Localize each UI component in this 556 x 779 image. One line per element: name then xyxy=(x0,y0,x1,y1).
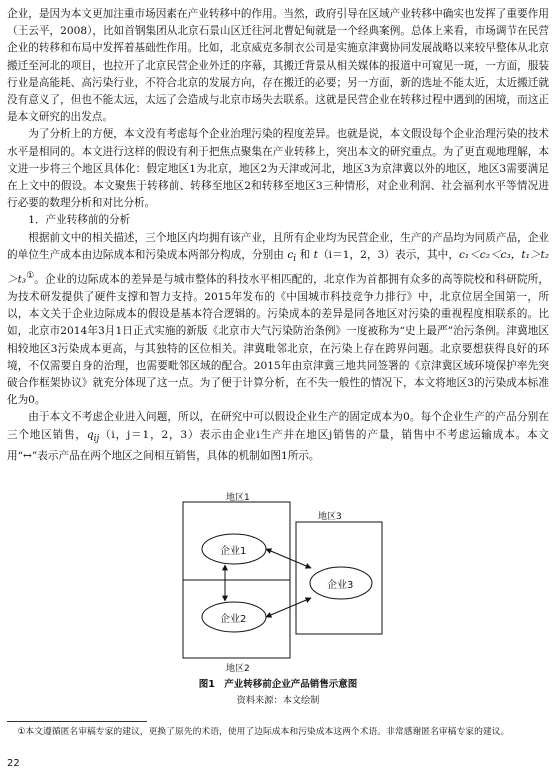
paragraph-3 xyxy=(7,230,549,410)
p4-text-b: （i，j＝1，2，3）表示由企业i生产并在地区j销售的产量，销售中不考虑运输成本。本文用“↔”表示产品在两个地区之间相互销售，具体的机制如图1所示。 xyxy=(7,428,549,462)
sales-diagram xyxy=(0,488,556,676)
p3-text-b: 和 xyxy=(299,248,311,261)
p3-text-c: （i＝1，2，3）表示，其中， xyxy=(317,248,459,261)
p3-text-a: 根据前文中的相关描述，三个地区内均拥有该产业，且所有企业均为民营企业，生产的产品均为同质产品，企业的单位生产成本由边际成本和污染成本两部分构成，分别由 xyxy=(7,231,549,261)
arrow-2-3 xyxy=(266,598,311,617)
figure-source: 资料来源：本文绘制 xyxy=(236,695,320,706)
page-number: 22 xyxy=(7,758,20,769)
region-2-label: 地区2 xyxy=(226,664,250,674)
paragraph-1: 企业，是因为本文更加注重市场因素在产业转移中的作用。当然，政府引导在区域产业转移中确实也发挥了重要作用（王云平，2008），比如首钢集团从北京石景山区迁往河北曹妃甸就是一个经典案例。总体上来看，市场调节在民营企业的转移和布局中发挥着基础性作用。比如，北京威克多制衣公司是实施京津冀协同发展战略以来较早整体从北京搬迁至河北的项目，也拉开了北京民营企业外迁的序幕，其搬迁背景从相关媒体的报道中可窥见一斑，一方面，服装行业是高能耗、高污染行业，不符合北京的发展方向，存在搬迁的必要；另一方面，新的选址不能太近，太近搬迁就没有意义了，但也不能太远，太远了会造成与北京市场失去联系。这就是民营企业在转移过程中遇到的困境，而这正是本文研究的出发点。 xyxy=(7,8,549,124)
paragraph-4 xyxy=(7,409,549,465)
cost-inequality: c₁＜c₂＜c₃，t₁＞t₂＞t₃ xyxy=(7,248,550,286)
p4-text-a: 由于本文不考虑企业进入问题，所以，在研究中可以假设企业生产的固定成本为0。每个企业生产的产品分别在三个地区销售， xyxy=(7,411,549,441)
firm-2-label: 企业2 xyxy=(220,614,247,625)
symbol-q-sub: ij xyxy=(93,433,100,444)
paragraph-2: 为了分析上的方便，本文没有考虑每个企业治理污染的程度差异。也就是说，本文假设每个企业治理污染的技术水平是相同的。本文进行这样的假设有利于把焦点聚集在产业转移上，突出本文的研究重点。为了更直观地理解，本文进一步将三个地区具体化：假定地区1为北京，地区2为天津或河北，地区3为京津冀以外的地区，地区3需要满足在上文中的假设。本文聚焦于转移前、转移至地区2和转移至地区3三种情形，对企业利润、社会福利水平等情况进行必要的数理分析和对比分析。 xyxy=(7,128,549,210)
footnote-marker[interactable]: ① xyxy=(26,271,35,282)
footnote: ①本文遵循匿名审稿专家的建议，更换了原先的术语，使用了边际成本和污染成本这两个术语。非常感谢匿名审稿专家的建议。 xyxy=(17,727,510,737)
symbol-t: t xyxy=(313,248,318,261)
arrow-1-3 xyxy=(266,549,311,568)
symbol-c: c xyxy=(287,248,294,261)
symbol-c-sub: i xyxy=(293,253,297,264)
footnote-divider xyxy=(7,721,147,722)
symbol-q: q xyxy=(86,428,94,441)
region-1-label: 地区1 xyxy=(226,493,250,503)
firm-1-label: 企业1 xyxy=(220,546,247,557)
p3-text-d: 。企业的边际成本的差异是与城市整体的科技水平相匹配的，北京作为首都拥有众多的高等院校和科研院所，为技术研发提供了硬件支撑和智力支持。2015年发布的《中国城市科技竞争力排行》中，北京位居全国第一，所以，本文关于企业边际成本的假设是基本符合逻辑的。污染成本的差异是同各地区对污染的重视程度相联系的。比如，北京市2014年3月1日正式实施的新版《北京市大气污染防治条例》一度被称为“史上最严”治污条例。津冀地区相较地区3污染成本更高，与其独特的区位相关。津冀毗邻北京，在污染上存在跨界问题。北京要想获得良好的环境，不仅需要自身的治理，也需要毗邻区域的配合。2015年由京津冀三地共同签署的《京津冀区域环境保护率先突破合作框架协议》就充分体现了这一点。为了便于计算分析，在不失一般性的情况下，本文将地区3的污染成本标准化为0。 xyxy=(7,273,549,407)
section-heading: 1．产业转移前的分析 xyxy=(28,214,131,227)
firm-3-label: 企业3 xyxy=(327,580,354,591)
figure-caption: 图1 产业转移前企业产品销售示意图 xyxy=(198,679,358,690)
article-body xyxy=(7,6,549,465)
region-3-label: 地区3 xyxy=(318,512,342,522)
